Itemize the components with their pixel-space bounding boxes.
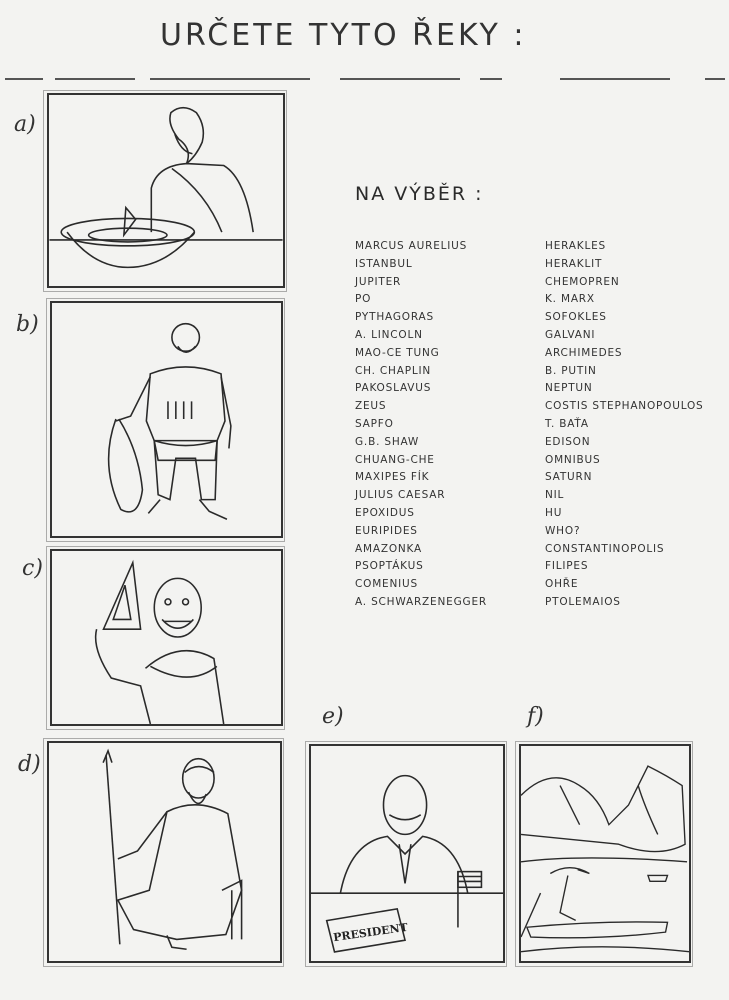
choice-item: B. PUTIN bbox=[545, 364, 597, 377]
choice-item: PAKOSLAVUS bbox=[355, 382, 432, 395]
choice-item: HERAKLES bbox=[545, 240, 607, 252]
panel-f bbox=[519, 744, 691, 963]
drawing-herakles-club bbox=[52, 303, 281, 536]
panel-letter-e: e) bbox=[322, 704, 344, 729]
choice-item: SAPFO bbox=[355, 417, 394, 430]
choice-item: A. SCHWARZENEGGER bbox=[355, 595, 487, 608]
panel-d bbox=[47, 741, 282, 963]
choice-item: MAO-CE TUNG bbox=[355, 346, 440, 359]
choice-item: COMENIUS bbox=[355, 578, 418, 591]
divider bbox=[55, 78, 135, 80]
drawing-zeus-throne bbox=[49, 743, 280, 961]
choice-item: WHO? bbox=[545, 524, 581, 537]
choices-column-2 bbox=[545, 240, 704, 614]
choice-item: EURIPIDES bbox=[355, 524, 418, 537]
choice-item: EDISON bbox=[545, 435, 591, 448]
choice-item: A. LINCOLN bbox=[355, 328, 423, 341]
choice-item: GALVANI bbox=[545, 328, 596, 341]
choices-heading: NA VÝBĚR : bbox=[355, 183, 484, 205]
choice-item: CH. CHAPLIN bbox=[355, 364, 432, 377]
choice-item: CONSTANTINOPOLIS bbox=[545, 542, 665, 555]
panel-a bbox=[47, 93, 285, 288]
choice-item: HERAKLIT bbox=[545, 257, 603, 270]
divider bbox=[150, 78, 310, 80]
panel-b bbox=[50, 301, 283, 538]
choice-item: NIL bbox=[545, 489, 565, 502]
choice-item: T. BAŤA bbox=[545, 417, 589, 430]
choice-item: MARCUS AURELIUS bbox=[355, 240, 468, 252]
choice-item: ISTANBUL bbox=[355, 257, 413, 270]
choice-item: K. MARX bbox=[545, 293, 595, 306]
choice-item: AMAZONKA bbox=[355, 542, 423, 555]
choice-item: G.B. SHAW bbox=[355, 435, 420, 448]
choice-item: FILIPES bbox=[545, 560, 589, 573]
choice-item: SOFOKLES bbox=[545, 311, 607, 324]
choice-item: PO bbox=[355, 293, 372, 306]
drawing-pythagoras-triangle bbox=[52, 551, 281, 724]
choice-item: ARCHIMEDES bbox=[545, 346, 623, 359]
choice-item: OMNIBUS bbox=[545, 453, 601, 466]
choice-item: JUPITER bbox=[355, 275, 402, 288]
divider bbox=[340, 78, 460, 80]
page-title: URČETE TYTO ŘEKY : bbox=[160, 18, 527, 53]
panel-letter-d: d) bbox=[18, 752, 41, 777]
drawing-boat-river-cliffs bbox=[521, 746, 689, 961]
divider bbox=[480, 78, 502, 80]
choice-item: CHUANG-CHE bbox=[355, 453, 435, 466]
choice-item: HU bbox=[545, 506, 563, 519]
choices-column-1 bbox=[355, 240, 487, 614]
divider bbox=[705, 78, 725, 80]
choice-item: JULIUS CAESAR bbox=[355, 489, 446, 502]
panel-letter-f: f) bbox=[527, 704, 544, 729]
choice-item: MAXIPES FÍK bbox=[355, 471, 430, 484]
divider bbox=[5, 78, 43, 80]
choice-item: PSOPTÁKUS bbox=[355, 560, 424, 573]
choice-item: PYTHAGORAS bbox=[355, 311, 434, 324]
panel-letter-b: b) bbox=[16, 312, 39, 337]
choice-item: OHŘE bbox=[545, 578, 579, 591]
panel-e bbox=[309, 744, 505, 963]
choice-item: SATURN bbox=[545, 471, 593, 484]
panel-c bbox=[50, 549, 283, 726]
panel-letter-c: c) bbox=[22, 556, 43, 581]
choice-item: EPOXIDUS bbox=[355, 506, 415, 519]
choice-item: ZEUS bbox=[355, 400, 387, 413]
choice-item: CHEMOPREN bbox=[545, 275, 620, 288]
divider bbox=[560, 78, 670, 80]
president-sign: PRESIDENT bbox=[332, 920, 409, 945]
choice-item: COSTIS STEPHANOPOULOS bbox=[545, 400, 704, 413]
drawing-archimedes-bath bbox=[49, 95, 283, 286]
choice-item: NEPTUN bbox=[545, 382, 593, 395]
panel-letter-a: a) bbox=[14, 112, 36, 137]
choice-item: PTOLEMAIOS bbox=[545, 595, 621, 608]
